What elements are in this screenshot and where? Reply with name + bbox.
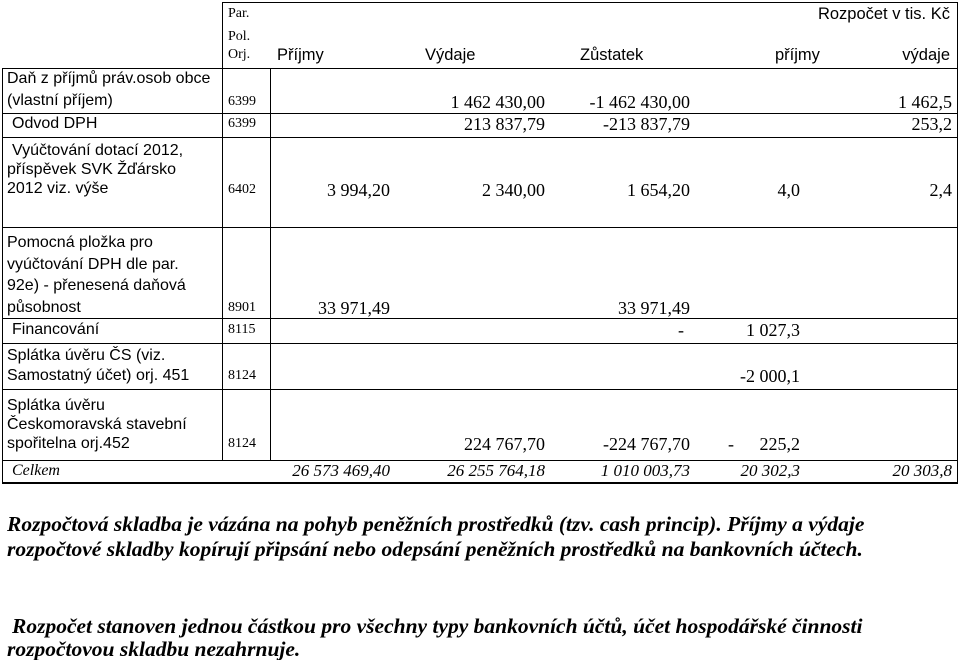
table-column-rule [222,2,223,460]
table-row-rule [2,343,958,344]
column-header-prijmy: Příjmy [277,46,324,64]
cell-vydaje: 2 340,00 [482,180,545,200]
cell-rozpocet-prijmy-sign: - [728,434,734,454]
pol-header-label: Pol. [228,29,251,44]
cell-rozpocet-prijmy: 1 027,3 [746,320,800,340]
total-zustatek: 1 010 003,73 [600,461,690,480]
row-code: 6399 [228,116,256,131]
cell-prijmy: 3 994,20 [327,180,390,200]
column-header-vydaje: Výdaje [425,46,476,64]
total-vydaje: 26 255 764,18 [447,461,545,480]
table-row-rule [2,389,958,390]
table-row-rule [2,227,958,228]
row-label: Financování [12,321,100,338]
table-column-rule [270,68,271,460]
cell-rozpocet-prijmy: 225,2 [759,434,800,454]
par-header-label: Par. [228,6,250,21]
row-code: 6402 [228,182,256,197]
total-label: Celkem [12,462,60,479]
row-label: Odvod DPH [12,115,98,132]
row-label: Splátka úvěru Českomoravská stavební spořitelna orj.452 [7,397,187,452]
table-border-bottom [2,482,958,484]
orj-header-label: Orj. [228,47,251,62]
cell-rozpocet-prijmy: -2 000,1 [740,366,800,386]
table-row-rule [2,137,958,138]
row-label: Daň z příjmů práv.osob obce (vlastní příjem) [7,70,211,109]
cell-prijmy: 33 971,49 [318,298,390,318]
cell-zustatek: -224 767,70 [603,434,690,454]
cell-zustatek: 1 654,20 [627,180,690,200]
cell-rozpocet-prijmy: 4,0 [777,180,800,200]
column-header-rozpocet-vydaje: výdaje [902,46,950,64]
cell-zustatek: -213 837,79 [603,114,690,134]
note-line: Rozpočtová skladba je vázána na pohyb peněžních prostředků (tzv. cash princip). Příjmy a výdaje [7,512,865,536]
total-prijmy: 26 573 469,40 [292,461,390,480]
column-header-rozpocet-prijmy: příjmy [775,46,820,64]
cell-vydaje: 213 837,79 [464,114,545,134]
row-code: 8124 [228,368,256,383]
row-label: Pomocná pložka pro vyúčtování DPH dle par. 92e) - přenesená daňová působnost [7,234,186,316]
note-line: Rozpočet stanoven jednou částkou pro všechny typy bankovních účtů, účet hospodářské činnosti [12,614,863,638]
cell-zustatek: 33 971,49 [618,298,690,318]
cell-zustatek: - [678,320,684,340]
note-line: rozpočtovou skladbu nezahrnuje. [7,637,301,660]
cell-rozpocet-vydaje: 1 462,5 [898,92,952,112]
cell-rozpocet-vydaje: 253,2 [911,114,952,134]
budget-unit-label: Rozpočet v tis. Kč [817,5,950,23]
total-rozpocet-prijmy: 20 302,3 [740,461,800,480]
row-label: Vyúčtování dotací 2012, příspěvek SVK Žďársko 2012 viz. výše [7,142,184,197]
row-code: 8901 [228,300,256,315]
row-code: 6399 [228,94,256,109]
table-border-left [2,68,3,484]
table-row-rule [2,318,958,319]
note-line: rozpočtové skladby kopírují připsání nebo odepsání peněžních prostředků na bankovních účtech. [7,537,863,561]
table-border-right [957,2,958,484]
column-header-zustatek: Zůstatek [580,46,644,64]
cell-zustatek: -1 462 430,00 [589,92,690,112]
row-code: 8124 [228,436,256,451]
cell-vydaje: 1 462 430,00 [450,92,545,112]
row-label: Splátka úvěru ČS (viz. Samostatný účet) orj. 451 [7,347,190,384]
row-code: 8115 [228,322,256,337]
cell-vydaje: 224 767,70 [464,434,545,454]
cell-rozpocet-vydaje: 2,4 [929,180,952,200]
table-border-top [222,2,958,3]
total-rozpocet-vydaje: 20 303,8 [892,461,952,480]
